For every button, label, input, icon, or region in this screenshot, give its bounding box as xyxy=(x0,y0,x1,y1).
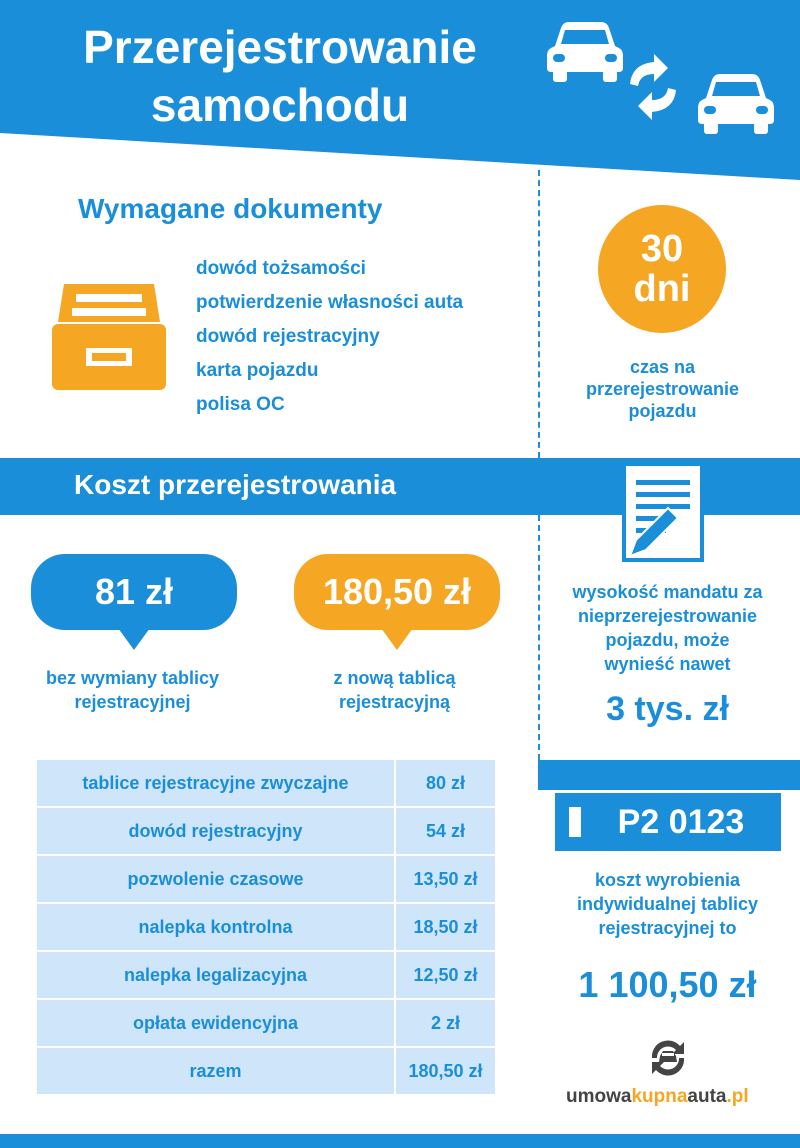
plate-marker xyxy=(569,807,581,837)
page-title-line2: samochodu xyxy=(150,79,410,131)
table-row: nalepka kontrolna 18,50 zł xyxy=(37,904,495,950)
footer-band xyxy=(0,1134,800,1148)
table-row: dowód rejestracyjny 54 zł xyxy=(37,808,495,854)
deadline-badge xyxy=(598,205,726,333)
deadline-caption: czas na przerejestrowanie pojazdu xyxy=(585,357,740,421)
price-new-plate-caption: z nową tablicą rejestracyjną xyxy=(333,668,456,712)
column-divider xyxy=(538,515,540,760)
plate-frame xyxy=(552,790,784,854)
table-row: tablice rejestracyjne zwyczajne 80 zł xyxy=(37,760,495,806)
fine-caption: wysokość mandatu za nieprzerejestrowanie pojazdu, może wynieść nawet xyxy=(572,582,763,674)
document-item: karta pojazdu xyxy=(196,360,319,381)
custom-plate-caption: koszt wyrobienia indywidualnej tablicy rejestracyjnej to xyxy=(576,870,759,938)
table-row: razem 180,50 zł xyxy=(37,1048,495,1094)
car-icon xyxy=(698,72,774,134)
deadline-number: 30 xyxy=(640,228,684,270)
fees-table xyxy=(35,758,497,1096)
column-divider xyxy=(538,170,540,458)
file-drawer-icon xyxy=(52,282,166,392)
car-sync-logo-icon xyxy=(646,1036,690,1080)
sync-arrows-icon xyxy=(622,54,684,120)
plate-band xyxy=(538,760,800,790)
document-item: dowód rejestracyjny xyxy=(196,326,380,347)
custom-plate-amount: 1 100,50 zł xyxy=(578,964,757,1005)
documents-title: Wymagane dokumenty xyxy=(78,193,383,224)
bubble-tail xyxy=(118,628,150,650)
price-bubble-new-plate: 180,50 zł xyxy=(294,554,500,630)
table-row: pozwolenie czasowe 13,50 zł xyxy=(37,856,495,902)
document-item: dowód tożsamości xyxy=(196,258,366,279)
price-bubble-basic: 81 zł xyxy=(31,554,237,630)
deadline-unit: dni xyxy=(633,268,691,310)
price-basic-caption: bez wymiany tablicy rejestracyjnej xyxy=(45,668,220,712)
table-row: opłata ewidencyjna 2 zł xyxy=(37,1000,495,1046)
fine-amount: 3 tys. zł xyxy=(606,690,729,728)
document-pen-icon xyxy=(622,462,704,562)
car-icon xyxy=(547,20,623,82)
page-title-line1: Przerejestrowanie xyxy=(83,21,477,73)
table-row: nalepka legalizacyjna 12,50 zł xyxy=(37,952,495,998)
document-item: polisa OC xyxy=(196,394,285,415)
cost-band-title: Koszt przerejestrowania xyxy=(74,469,397,500)
document-item: potwierdzenie własności auta xyxy=(196,292,464,313)
license-plate: P2 0123 xyxy=(555,793,781,851)
bubble-tail xyxy=(381,628,413,650)
brand-logo: umowakupnaauta.pl xyxy=(566,1086,749,1107)
